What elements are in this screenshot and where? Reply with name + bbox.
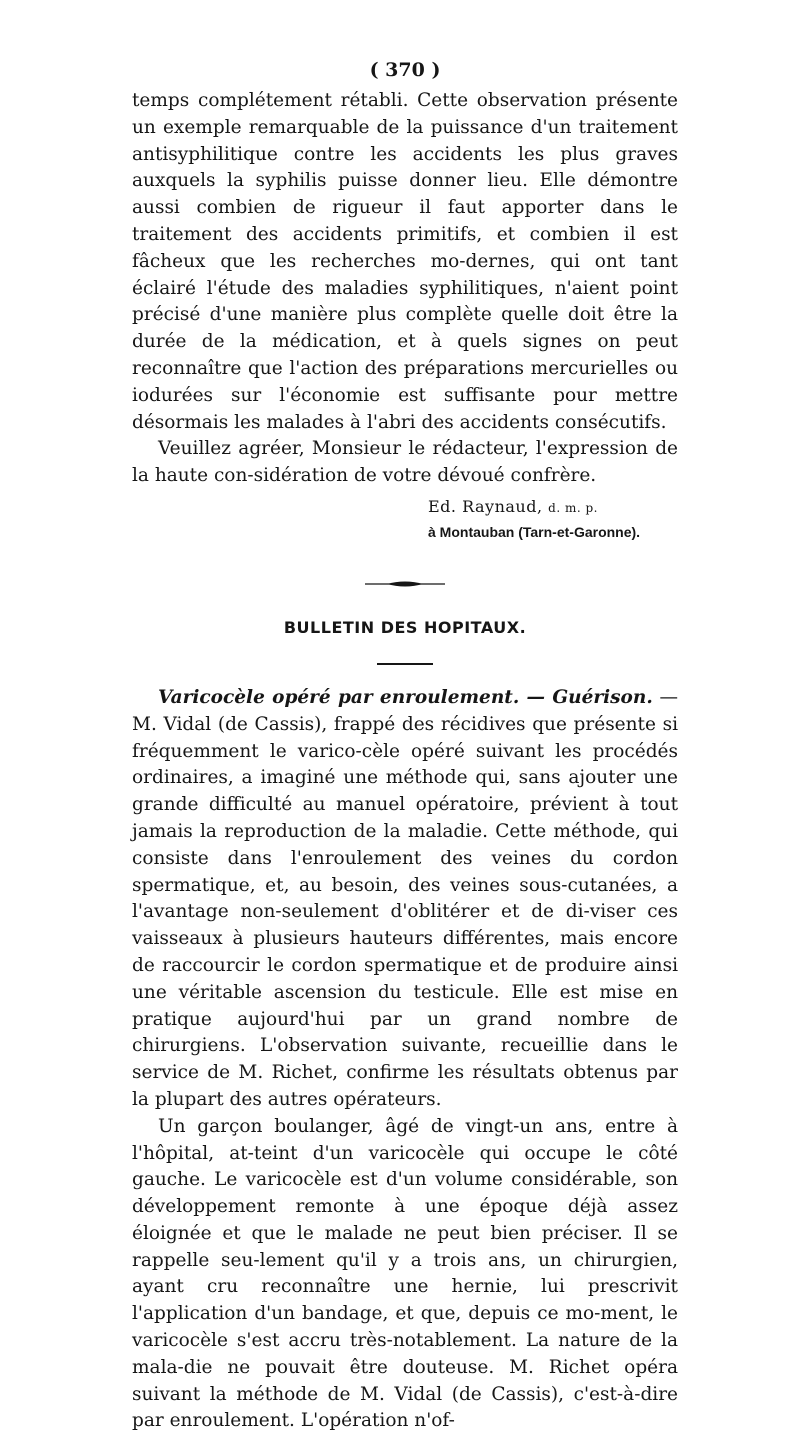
signature-place: à Montauban (Tarn-et-Garonne). (428, 523, 641, 540)
article-intro-text: — M. Vidal (de Cassis), frappé des récidives que présente si fréquemment le varico-cèle opéré suivant les procédés ordinaires, a imaginé une méthode qui, sans ajouter une grande difficulté au manuel opératoire, prévient à tout jamais la reproduction de la maladie. Cette méthode, qui consiste dans l'enroulement des veines du cordon spermatique, et, au besoin, des veines sous-cutanées, a l'avantage non-seulement d'oblitérer et de di-viser ces vaisseaux à plusieurs hauteurs différentes, mais encore de raccourcir le cordon spermatique et de produire ainsi une véritable ascension du testicule. Elle est mise en pratique aujourd'hui par un grand nombre de chirurgiens. L'observation suivante, recueillie dans le service de M. Richet, confirme les résultats obtenus par la plupart des autres opérateurs. (132, 686, 678, 1110)
article-title: Varicocèle opéré par enroulement. — Guérison. (158, 686, 653, 708)
letter-closing-paragraph: Veuillez agréer, Monsieur le rédacteur, l'expression de la haute con-sidération de votre dévoué confrère. (132, 438, 678, 487)
signature-name: Ed. Raynaud, (428, 496, 543, 516)
signature-title: d. m. p. (548, 500, 598, 515)
signature-line (428, 494, 678, 521)
heading-rule (377, 663, 433, 665)
page-number: ( 370 ) (369, 59, 441, 81)
book-page (132, 58, 678, 1435)
article-case-paragraph: Un garçon boulanger, âgé de vingt-un ans, entre à l'hôpital, at-teint d'un varicocèle qui occupe le côté gauche. Le varicocèle est d'un volume considérable, son développement remonte à une époque déjà assez éloignée et que le malade ne peut bien préciser. Il se rappelle seu-lement qu'il y a trois ans, un chirurgien, ayant cru reconnaître une hernie, lui prescrivit l'application d'un bandage, et que, depuis ce mo-ment, le varicocèle s'est accru très-notablement. La nature de la mala-die ne pouvait être douteuse. M. Richet opéra suivant la méthode de M. Vidal (de Cassis), c'est-à-dire par enroulement. L'opération n'of- (132, 1115, 678, 1432)
letter-continuation-paragraph: temps complétement rétabli. Cette observation présente un exemple remarquable de la puissance d'un traitement antisyphilitique contre les accidents les plus graves auxquels la syphilis puisse donner lieu. Elle démontre aussi combien de rigueur il faut apporter dans le traitement des accidents primitifs, et combien il est fâcheux que les recherches mo-dernes, qui ont tant éclairé l'étude des maladies syphilitiques, n'aient point précisé d'une manière plus complète quelle doit être la durée de la médication, et à quels signes on peut reconnaître que l'action des préparations mercurielles ou iodurées sur l'économie est suffisante pour mettre désormais les malades à l'abri des accidents consécutifs. (132, 90, 678, 433)
section-heading: BULLETIN DES HOPITAUX. (283, 617, 527, 637)
article-intro-paragraph (132, 685, 678, 1114)
ornament-divider-icon (365, 579, 445, 589)
